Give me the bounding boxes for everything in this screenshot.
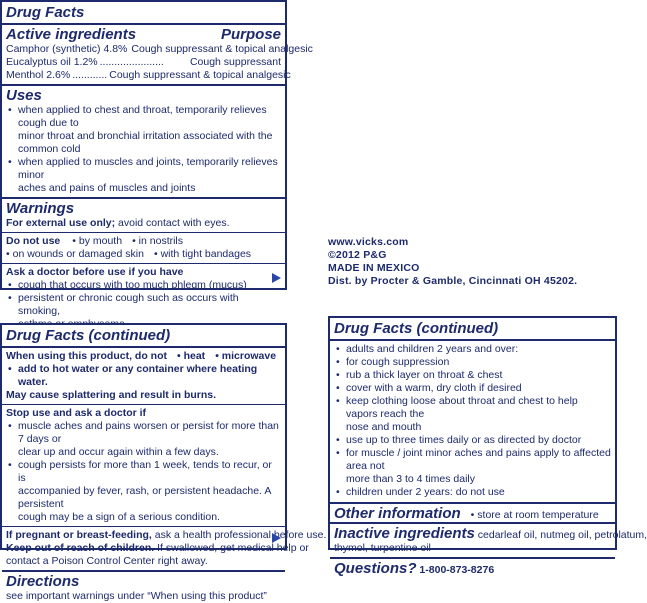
list-item: • for cough suppression (334, 356, 611, 369)
copyright: ©2012 P&G (328, 249, 387, 261)
made-in: MADE IN MEXICO (328, 262, 420, 274)
ingredient-row: Eucalyptus oil 1.2% ...................... Cough suppressant (6, 56, 281, 68)
list-item: • when applied to chest and throat, temporarily relieves cough due to (6, 104, 281, 130)
questions: Questions? 1-800-873-8276 (334, 560, 495, 577)
panel-title: Drug Facts (continued) (334, 320, 499, 337)
uses-heading: Uses (6, 87, 42, 104)
list-item: • use up to three times daily or as directed by doctor (334, 434, 611, 447)
list-item: • add to hot water or any container where heating water. (6, 363, 281, 389)
active-ingredients-heading: Active ingredients (6, 26, 137, 43)
ask-doctor: Ask a doctor before use if you have • cough that occurs with too much phlegm (mucus) • persistent or chronic cough such as occurs with smoking, (2, 264, 285, 331)
ingredient-row: Camphor (synthetic) 4.8% Cough suppressant & topical analgesic (6, 43, 313, 55)
drug-facts-panel-continued-left (0, 323, 327, 602)
list-item: • cough persists for more than 1 week, tends to recur, or is (6, 459, 281, 485)
warnings-heading: Warnings (6, 200, 75, 217)
list-item: • children under 2 years: do not use (334, 486, 611, 499)
external-use: For external use only; avoid contact with eyes. (6, 217, 230, 229)
inactive-ingredients: Inactive ingredients cedarleaf oil, nutmeg oil, petrolatum, thymol, turpentine oil (334, 525, 647, 554)
list-item: • cough that occurs with too much phlegm (mucus) (6, 279, 281, 292)
continue-arrow-icon (272, 273, 281, 283)
list-item: • muscle aches and pains worsen or persist for more than 7 days or (6, 420, 281, 446)
list-item: • cover with a warm, dry cloth if desired (334, 382, 611, 395)
distributor: Dist. by Procter & Gamble, Cincinnati OH 45202. (328, 275, 578, 287)
drug-facts-title: Drug Facts (6, 4, 85, 21)
stop-use: Stop use and ask a doctor if • muscle aches and pains worsen or persist for more than 7 days or clear up and occur again within a few days. • cough persists for more than 1 week, tends to recur, or is accompanied by fever, rash, or persistent headache. A persistent cough may be a sign of a serious condition. (2, 405, 285, 526)
other-information: Other information • store at room temperature (334, 505, 599, 522)
panel-title: Drug Facts (continued) (6, 327, 171, 344)
list-item: • for muscle / joint minor aches and pains apply to affected area not (334, 447, 611, 473)
continue-arrow-icon (272, 533, 281, 543)
active-ingredients-header (2, 25, 285, 43)
when-using: When using this product, do not • heat • microwave • add to hot water or any container where heating water. May cause splattering and result in burns. (2, 348, 285, 404)
website: www.vicks.com (328, 236, 409, 248)
list-item: • when applied to muscles and joints, temporarily relieves minor (6, 156, 281, 182)
company-info (328, 236, 577, 288)
ingredients-list (2, 43, 313, 84)
do-not-use: Do not use • by mouth • in nostrils • on wounds or damaged skin • with tight bandages (6, 235, 252, 260)
list-item: • rub a thick layer on throat & chest (334, 369, 611, 382)
keep-out-of-reach: Keep out of reach of children. If swallowed, get medical help or contact a Poison Control Center right away. (6, 542, 309, 567)
list-item: • persistent or chronic cough such as occurs with smoking, (6, 292, 281, 318)
directions-heading: Directions (6, 573, 80, 590)
ingredient-row: Menthol 2.6% ............ Cough suppressant & topical analgesic (6, 69, 291, 81)
list-item: • adults and children 2 years and over: (334, 343, 611, 356)
directions-text: see important warnings under “When using this product” (6, 590, 267, 602)
drug-facts-panel-continued-right (328, 316, 647, 577)
purpose-heading: Purpose (220, 26, 281, 43)
uses-list: • when applied to chest and throat, temporarily relieves cough due to minor throat and bronchial irritation associated with the common cold • when applied to muscles and joints, temporarily relieves minor aches and pains of muscles and joints (2, 104, 285, 197)
directions-list: • adults and children 2 years and over: • for cough suppression • rub a thick layer on throat & chest • cover with a warm, dry cloth if desired • keep clothing loose about throat and chest to help vapors reach the nose and mouth • use up to three times daily or as directed by doctor • for muscle / joint minor aches and pains apply to affected area not more than 3 to 4 times daily • children under 2 years: do not use (330, 341, 615, 502)
drug-facts-panel-main (0, 0, 313, 317)
list-item: • keep clothing loose about throat and chest to help vapors reach the (334, 395, 611, 421)
pregnant-warning: If pregnant or breast-feeding, ask a health professional before use. (6, 529, 327, 541)
